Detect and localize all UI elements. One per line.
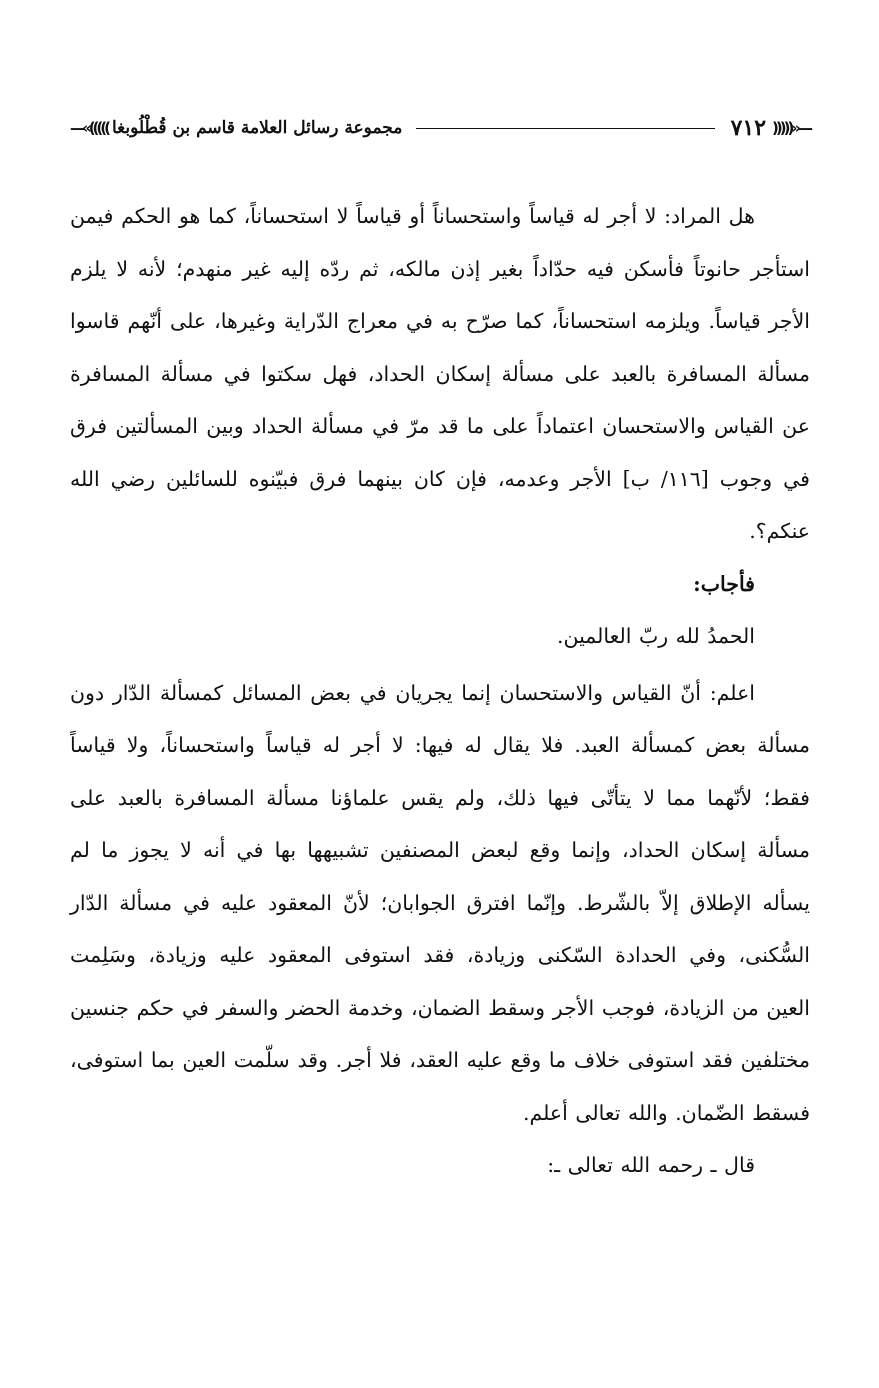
page-number: ٧١٢	[730, 115, 767, 141]
running-header	[70, 108, 810, 148]
header-rule	[416, 128, 714, 129]
answer-paragraph: اعلم: أنّ القياس والاستحسان إنما يجريان في بعض المسائل كمسألة الدّار دون مسألة بعض كمسألة العبد. فلا يقال له فيها: لا أجر له قياساً واستحساناً، ولا قياساً فقط؛ لأنّهما مما لا يتأتّى فيها ذلك، ولم يقس علماؤنا مسألة المسافرة بالعبد على مسألة إسكان الحداد، وإنما وقع لبعض المصنفين تشبيهها بها في أنه لا يجوز ما لم يسأله الإطلاق إلاّ بالشّرط. وإنّما افترق الجوابان؛ لأنّ المعقود عليه في مسألة الدّار السُّكنى، وفي الحدادة السّكنى وزيادة، فقد استوفى المعقود عليه وزيادة، وسَلِمت العين من الزيادة، فوجب الأجر وسقط الضمان، وخدمة الحضر والسفر في حكم جنسين مختلفين فقد استوفى خلاف ما وقع عليه العقد، فلا أجر. وقد سلّمت العين بما استوفى، فسقط الضّمان. والله تعالى أعلم.	[70, 680, 810, 1125]
header-ornament-left: )))))»—	[70, 119, 108, 137]
question-paragraph: هل المراد: لا أجر له قياساً واستحساناً أو قياساً لا استحساناً، كما هو الحكم فيمن استأجر حانوتاً فأسكن فيه حدّاداً بغير إذن مالكه، ثم ردّه إليه غير منهدم؛ لأنه لا يلزم الأجر قياساً. ويلزمه استحساناً، كما صرّح به في معراج الدّراية وغيرها، على أنّهم قاسوا مسألة المسافرة بالعبد على مسألة إسكان الحداد، فهل سكتوا في مسألة المسافرة عن القياس والاستحسان اعتماداً على ما قد مرّ في مسألة الحداد وبين المسألتين فرق في وجوب [١١٦/ ب] الأجر وعدمه، فإن كان بينهما فرق فبيّنوه للسائلين رضي الله عنكم؟.	[70, 204, 810, 543]
answer-heading: فأجاب:	[693, 571, 755, 596]
closing-line: قال ـ رحمه الله تعالى ـ:	[547, 1153, 755, 1177]
book-title: مجموعة رسائل العلامة قاسم بن قُطْلُوبغا	[111, 118, 403, 138]
praise-line: الحمدُ لله ربّ العالمين.	[556, 624, 755, 648]
page-body	[70, 190, 810, 1192]
header-ornament-right: —«(((((	[772, 119, 810, 137]
